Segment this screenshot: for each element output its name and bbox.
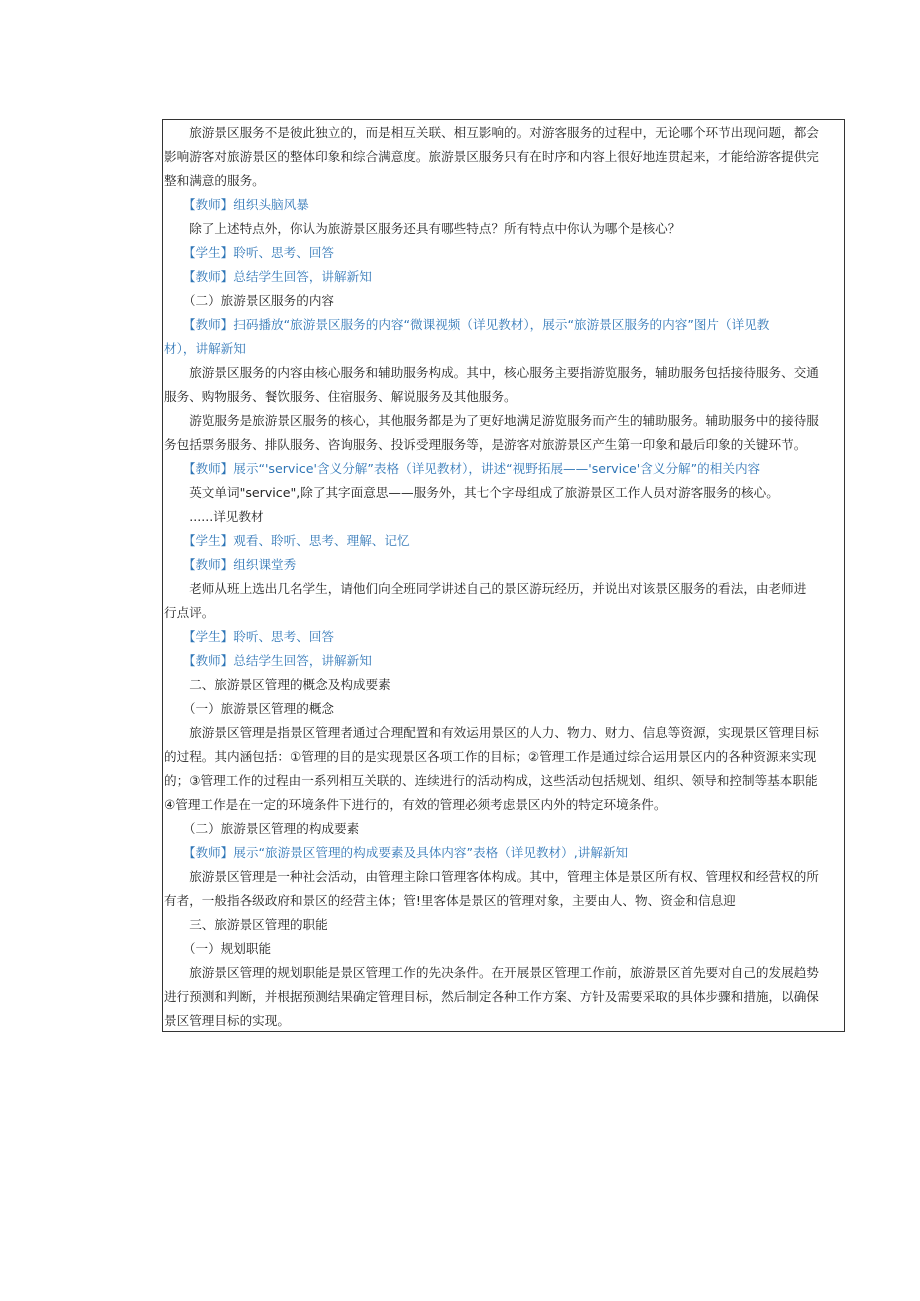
section-heading: （二）旅游景区服务的内容 [164,293,335,308]
body-text-line: 老师从班上选出几名学生，请他们向全班同学讲述自己的景区游玩经历，并说出对该景区服务的看法，由老师进 [164,581,807,596]
section-heading: 二、旅游景区管理的概念及构成要素 [164,677,391,692]
body-text-line: 行点评。 [164,605,215,620]
body-text-line: 旅游景区服务不是彼此独立的，而是相互关联、相互影响的。对游客服务的过程中，无论哪个环节出现问题，都会 [164,125,819,140]
body-text-line: ......详见教材 [164,509,264,524]
student-activity-label: 【学生】观看、聆听、思考、理解、记忆 [164,533,410,548]
body-text-line: 服务、购物服务、餐饮服务、住宿服务、解说服务及其他服务。 [164,389,517,404]
body-text-line: 除了上述特点外，你认为旅游景区服务还具有哪些特点？所有特点中你认为哪个是核心？ [164,221,681,236]
body-text-line: 英文单词"service",除了其字面意思——服务外，其七个字母组成了旅游景区工作人员对游客服务的核心。 [164,485,779,500]
teacher-activity-label: 【教师】组织课堂秀 [164,557,297,572]
body-text-line: 游览服务是旅游景区服务的核心，其他服务都是为了更好地满足游览服务而产生的辅助服务。辅助服务中的接待服 [164,413,819,428]
body-text-line: ④管理工作是在一定的环境条件下进行的，有效的管理必须考虑景区内外的特定环境条件。 [164,797,667,812]
body-text-line: 旅游景区服务的内容由核心服务和辅助服务构成。其中，核心服务主要指游览服务，辅助服务包括接待服务、交通 [164,365,819,380]
body-text-line: 景区管理目标的实现。 [164,1013,290,1028]
body-text-line: 影响游客对旅游景区的整体印象和综合满意度。旅游景区服务只有在时序和内容上很好地连贯起来，才能给游客提供完 [164,149,819,164]
teacher-activity-label: 【教师】组织头脑风暴 [164,197,309,212]
section-heading: （二）旅游景区管理的构成要素 [164,821,360,836]
teacher-activity-label: 材），讲解新知 [164,341,246,356]
teacher-activity-label: 【教师】扫码播放“旅游景区服务的内容“微课视频（详见教材），展示“旅游景区服务的内容”图片（详见教 [164,317,770,332]
teacher-activity-label: 【教师】展示“旅游景区管理的构成要素及具体内容”表格（详见教材）,讲解新知 [164,845,629,860]
student-activity-label: 【学生】聆听、思考、回答 [164,245,335,260]
section-heading: （一）规划职能 [164,941,272,956]
body-text-line: 的过程。其内涵包括：①管理的目的是实现景区各项工作的目标；②管理工作是通过综合运用景区内的各种资源来实现 [164,749,817,764]
section-heading: 三、旅游景区管理的职能 [164,917,328,932]
body-text-line: 进行预测和判断，并根据预测结果确定管理目标，然后制定各种工作方案、方针及需要采取的具体步骤和措施，以确保 [164,989,819,1004]
body-text-line: 有者，一般指各级政府和景区的经营主体；管!里客体是景区的管理对象，主要由人、物、资金和信息迎 [164,893,736,908]
body-text-line: 整和满意的服务。 [164,173,265,188]
body-text-line: 旅游景区管理是一种社会活动，由管理主除口管理客体构成。其中，管理主体是景区所有权、管理权和经营权的所 [164,869,819,884]
body-text-line: 的；③管理工作的过程由一系列相互关联的、连续进行的活动构成，这些活动包括规划、组织、领导和控制等基本职能 [164,773,818,788]
teacher-activity-label: 【教师】总结学生回答，讲解新知 [164,269,372,284]
body-text-line: 旅游景区管理的规划职能是景区管理工作的先决条件。在开展景区管理工作前，旅游景区首先要对自己的发展趋势 [164,965,819,980]
teacher-activity-label: 【教师】总结学生回答，讲解新知 [164,653,372,668]
body-text-line: 务包括票务服务、排队服务、咨询服务、投诉受理服务等，是游客对旅游景区产生第一印象和最后印象的关键环节。 [164,437,807,452]
body-text-line: 旅游景区管理是指景区管理者通过合理配置和有效运用景区的人力、物力、财力、信息等资源，实现景区管理目标 [164,725,819,740]
section-heading: （一）旅游景区管理的概念 [164,701,335,716]
student-activity-label: 【学生】聆听、思考、回答 [164,629,335,644]
teacher-activity-label: 【教师】展示“'service'含义分解”表格（详见教材），讲述“视野拓展——'service'含义分解”的相关内容 [164,461,761,476]
